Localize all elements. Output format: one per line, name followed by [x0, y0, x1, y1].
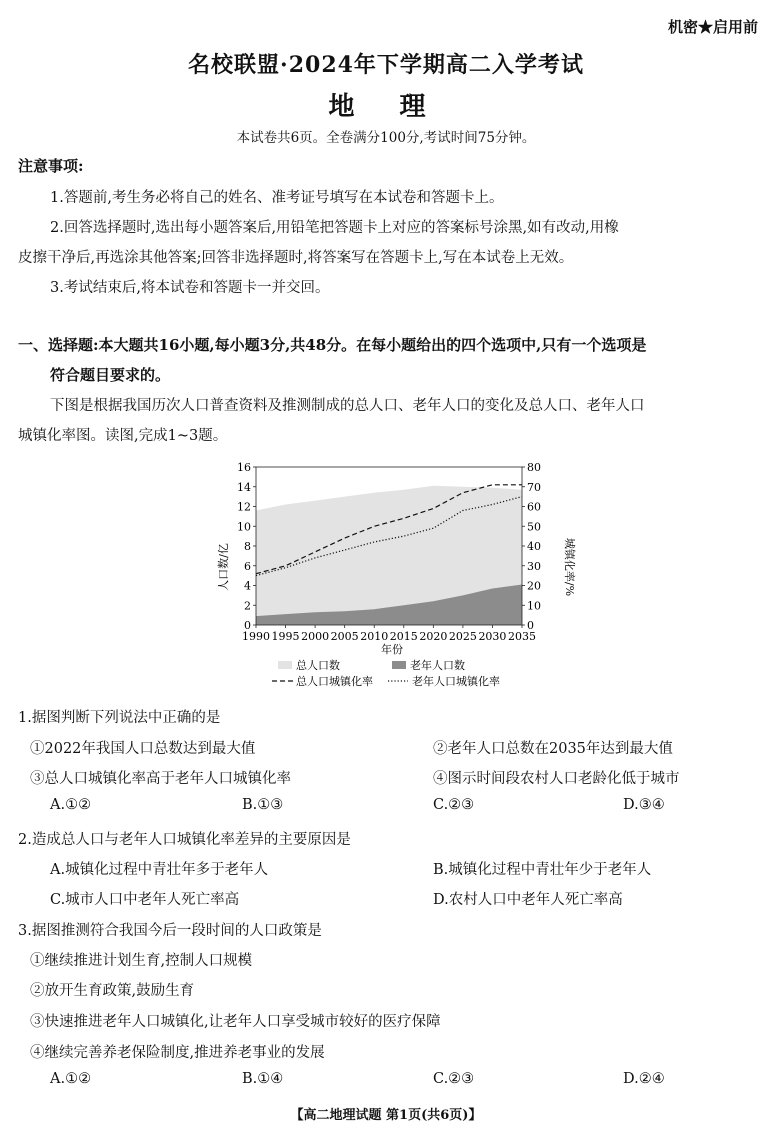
legend-swatch-elderly	[392, 661, 406, 669]
x-tick-label: 2030	[478, 630, 507, 643]
legend-label-total-urban: 总人口城镇化率	[296, 675, 373, 688]
y-tick-label: 0	[244, 619, 251, 632]
q3-option-a[interactable]: A.①②	[50, 1071, 92, 1087]
q3-statement-2: ②放开生育政策,鼓励生育	[30, 983, 195, 999]
y2-tick-label: 0	[527, 619, 534, 632]
q2-option-a[interactable]: A.城镇化过程中青壮年多于老年人	[50, 862, 269, 878]
q1-option-a[interactable]: A.①②	[50, 797, 92, 813]
q1-stem: 1.据图判断下列说法中正确的是	[18, 710, 221, 726]
y-tick-label: 6	[244, 559, 251, 573]
q1-statement-2: ②老年人口总数在2035年达到最大值	[433, 741, 673, 757]
confidential-mark: 机密★启用前	[667, 18, 758, 36]
q2-stem: 2.造成总人口与老年人口城镇化率差异的主要原因是	[18, 832, 351, 848]
y-tick-label: 2	[244, 599, 251, 613]
x-tick-label: 2025	[448, 630, 477, 643]
q1-statement-1: ①2022年我国人口总数达到最大值	[30, 741, 256, 757]
q3-stem: 3.据图推测符合我国今后一段时间的人口政策是	[18, 923, 322, 939]
y2-tick-label: 50	[527, 520, 541, 534]
section-heading-line2: 符合题目要求的。	[50, 366, 171, 384]
q3-option-c[interactable]: C.②③	[433, 1071, 475, 1087]
x-tick-label: 1995	[271, 630, 300, 643]
y-tick-label: 8	[244, 540, 251, 553]
y-tick-label: 12	[237, 500, 251, 514]
q1-statement-3: ③总人口城镇化率高于老年人口城镇化率	[30, 771, 291, 787]
q1-option-b[interactable]: B.①③	[242, 797, 284, 813]
q3-statement-1: ①继续推进计划生育,控制人口规模	[30, 953, 253, 969]
y2-tick-label: 20	[527, 579, 541, 593]
x-tick-label: 2035	[508, 630, 536, 643]
notice-heading: 注意事项:	[18, 157, 84, 175]
x-tick-label: 2010	[360, 630, 389, 643]
y-tick-label: 4	[244, 579, 251, 593]
x-tick-label: 1990	[242, 630, 270, 643]
y-tick-label: 10	[237, 520, 251, 534]
x-tick-label: 2015	[389, 630, 418, 643]
y2-tick-label: 70	[527, 480, 541, 494]
notice-item-3: 3.考试结束后,将本试卷和答题卡一并交回。	[50, 280, 330, 296]
q2-option-b[interactable]: B.城镇化过程中青壮年少于老年人	[433, 862, 652, 878]
y2-tick-label: 10	[527, 599, 541, 613]
y-tick-label: 16	[237, 461, 251, 474]
legend-label-elderly: 老年人口数	[410, 659, 465, 672]
chart-legend	[272, 658, 500, 688]
q1-option-d[interactable]: D.③④	[623, 797, 665, 813]
y2-tick-label: 80	[527, 461, 541, 474]
material-line2: 城镇化率图。读图,完成1~3题。	[18, 428, 228, 444]
legend-swatch-total	[278, 661, 292, 669]
q2-option-c[interactable]: C.城市人口中老年人死亡率高	[50, 892, 240, 908]
legend-label-total: 总人口数	[296, 659, 340, 672]
q3-statement-4: ④继续完善养老保险制度,推进养老事业的发展	[30, 1045, 325, 1061]
q1-statement-4: ④图示时间段农村人口老龄化低于城市	[433, 771, 680, 787]
exam-title: 名校联盟·2024年下学期高二入学考试	[188, 52, 584, 78]
y-tick-label: 14	[237, 480, 251, 494]
subject-title: 地 理	[328, 92, 444, 122]
y2-tick-label: 40	[527, 540, 541, 553]
q3-option-d[interactable]: D.②④	[623, 1071, 665, 1087]
population-chart	[210, 455, 580, 700]
notice-item-2a: 2.回答选择题时,选出每小题答案后,用铅笔把答题卡上对应的答案标号涂黑,如有改动,用橡	[50, 220, 619, 236]
x-axis-label: 年份	[381, 643, 403, 656]
q1-option-c[interactable]: C.②③	[433, 797, 475, 813]
notice-item-1: 1.答题前,考生务必将自己的姓名、准考证号填写在本试卷和答题卡上。	[50, 190, 504, 206]
material-line1: 下图是根据我国历次人口普查资料及推测制成的总人口、老年人口的变化及总人口、老年人口	[50, 398, 645, 414]
notice-item-2b: 皮擦干净后,再选涂其他答案;回答非选择题时,将答案写在答题卡上,写在本试卷上无效。	[18, 250, 574, 266]
x-tick-label: 2020	[419, 630, 448, 643]
y2-tick-label: 60	[527, 500, 541, 514]
exam-intro: 本试卷共6页。全卷满分100分,考试时间75分钟。	[236, 130, 536, 146]
section-heading-line1: 一、选择题:本大题共16小题,每小题3分,共48分。在每小题给出的四个选项中,只有一个选项是	[18, 336, 647, 354]
y2-tick-label: 30	[527, 559, 541, 573]
y2-axis-label: 城镇化率/%	[563, 537, 576, 597]
q3-option-b[interactable]: B.①④	[242, 1071, 284, 1087]
y-axis-label: 人口数/亿	[217, 543, 230, 591]
legend-label-elderly-urban: 老年人口城镇化率	[412, 675, 500, 688]
page-footer: 【高二地理试题 第1页(共6页)】	[290, 1108, 482, 1123]
x-tick-label: 2000	[301, 630, 330, 643]
x-tick-label: 2005	[330, 630, 359, 643]
q2-option-d[interactable]: D.农村人口中老年人死亡率高	[433, 892, 623, 908]
q3-statement-3: ③快速推进老年人口城镇化,让老年人口享受城市较好的医疗保障	[30, 1014, 441, 1030]
